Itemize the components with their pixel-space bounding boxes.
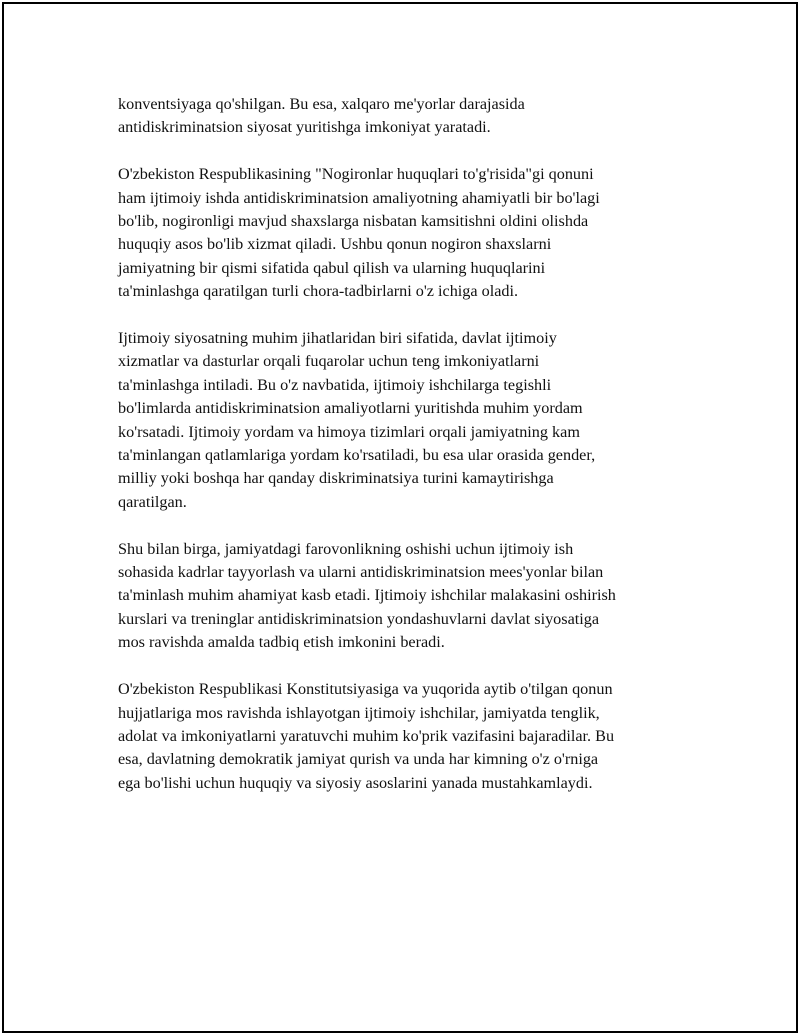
text-line: Shu bilan birga, jamiyatdagi farovonlikning oshishi uchun ijtimoiy ish xyxy=(118,539,574,558)
text-line: Ijtimoiy siyosatning muhim jihatlaridan biri sifatida, davlat ijtimoiy xyxy=(118,329,557,348)
text-line: ta'minlashga intiladi. Bu o'z navbatida, ijtimoiy ishchilarga tegishli xyxy=(118,375,552,394)
text-line: ta'minlashga qaratilgan turli chora-tadbirlarni o'z ichiga oladi. xyxy=(118,282,519,301)
text-line: antidiskriminatsion siyosat yuritishga imkoniyat yaratadi. xyxy=(118,118,491,137)
text-line: hujjatlariga mos ravishda ishlayotgan ijtimoiy ishchilar, jamiyatda tenglik, xyxy=(118,703,600,722)
text-line: jamiyatning bir qismi sifatida qabul qilish va ularning huquqlarini xyxy=(118,258,546,277)
text-line: esa, davlatning demokratik jamiyat qurish va unda har kimning o'z o'rniga xyxy=(118,750,599,769)
text-line: konventsiyaga qo'shilgan. Bu esa, xalqaro me'yorlar darajasida xyxy=(118,95,525,113)
text-line: O'zbekiston Respublikasi Konstitutsiyasiga va yuqorida aytib o'tilgan qonun xyxy=(118,680,613,699)
text-line: bo'limlarda antidiskriminatsion amaliyotlarni yuritishda muhim yordam xyxy=(118,399,583,418)
text-line: milliy yoki boshqa har qanday diskriminatsiya turini kamaytirishga xyxy=(118,469,554,488)
text-line: sohasida kadrlar tayyorlash va ularni antidiskriminatsion mees'yonlar bilan xyxy=(118,563,604,582)
text-line: ta'minlash muhim ahamiyat kasb etadi. Ijtimoiy ishchilar malakasini oshirish xyxy=(118,586,616,605)
text-line: ko'rsatadi. Ijtimoiy yordam va himoya tizimlari orqali jamiyatning kam xyxy=(118,422,580,441)
text-line: O'zbekiston Respublikasining "Nogironlar huquqlari to'g'risida"gi qonuni xyxy=(118,165,594,184)
paragraph-5 xyxy=(118,678,693,795)
paragraph-3 xyxy=(118,327,693,514)
document-body xyxy=(118,93,693,819)
text-line: mos ravishda amalda tadbiq etish imkonini beradi. xyxy=(118,633,445,652)
text-line: ta'minlangan qatlamlariga yordam ko'rsatiladi, bu esa ular orasida gender, xyxy=(118,446,596,465)
text-line: kurslari va treninglar antidiskriminatsion yondashuvlarni davlat siyosatiga xyxy=(118,609,600,628)
paragraph-2 xyxy=(118,163,693,303)
paragraph-4 xyxy=(118,538,693,655)
text-line: qaratilgan. xyxy=(118,492,187,511)
text-line: bo'lib, nogironligi mavjud shaxslarga nisbatan kamsitishni oldini olishda xyxy=(118,212,589,231)
paragraph-1 xyxy=(118,93,693,140)
text-line: xizmatlar va dasturlar orqali fuqarolar uchun teng imkoniyatlarni xyxy=(118,352,540,371)
text-line: adolat va imkoniyatlarni yaratuvchi muhim ko'prik vazifasini bajaradilar. Bu xyxy=(118,726,615,745)
text-line: ham ijtimoiy ishda antidiskriminatsion amaliyotning ahamiyatli bir bo'lagi xyxy=(118,188,600,207)
text-line: ega bo'lishi uchun huquqiy va siyosiy asoslarini yanada mustahkamlaydi. xyxy=(118,773,593,792)
text-line: huquqiy asos bo'lib xizmat qiladi. Ushbu qonun nogiron shaxslarni xyxy=(118,235,552,254)
